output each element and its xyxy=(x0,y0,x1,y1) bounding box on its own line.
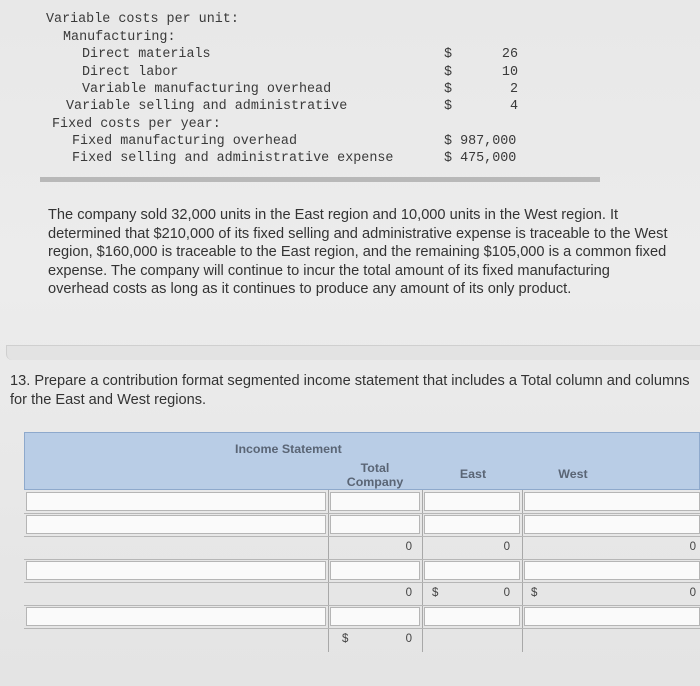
total-dollar-sign: $ xyxy=(432,587,439,599)
variable-selling-dollar: $ xyxy=(444,99,453,114)
total-input[interactable] xyxy=(330,515,420,534)
row-label-input[interactable] xyxy=(26,515,326,534)
table-row xyxy=(24,582,700,606)
row-label-input[interactable] xyxy=(26,492,326,511)
direct-materials-label: Direct materials xyxy=(82,47,211,62)
total-value: 0 xyxy=(405,633,412,645)
west-value: 0 xyxy=(689,587,696,599)
fixed-costs-heading: Fixed costs per year: xyxy=(52,117,221,132)
variable-costs-heading: Variable costs per unit: xyxy=(46,12,239,27)
problem-paragraph: The company sold 32,000 units in the East region and 10,000 units in the West region. It determined that $210,000 of its fixed selling and administrative expense is traceable to the West region, $160,000 is traceable to the East region, and the remaining $105,000 is a common fixed expense. The company will continue to incur the total amount of its fixed manufacturing overhead costs as long as it continues to produce any amount of its only product. xyxy=(48,207,668,298)
variable-mfg-overhead-label: Variable manufacturing overhead xyxy=(82,82,332,97)
fixed-mfg-overhead-label: Fixed manufacturing overhead xyxy=(72,134,297,149)
east-input[interactable] xyxy=(424,561,520,580)
divider xyxy=(40,177,600,182)
cost-data-block xyxy=(28,0,588,178)
direct-materials-dollar: $ xyxy=(444,47,453,62)
income-statement-title: Income Statement xyxy=(235,442,342,456)
row-label-input[interactable] xyxy=(26,561,326,580)
west-input[interactable] xyxy=(524,492,700,511)
direct-labor-label: Direct labor xyxy=(82,65,179,80)
col-header-total: Total Company xyxy=(346,461,404,489)
variable-selling-value: 4 xyxy=(509,99,518,114)
fixed-mfg-overhead-value: $ 987,000 xyxy=(444,134,517,149)
variable-selling-label: Variable selling and administrative xyxy=(66,99,348,114)
west-input[interactable] xyxy=(524,561,700,580)
west-input[interactable] xyxy=(524,607,700,626)
west-input[interactable] xyxy=(524,515,700,534)
east-input[interactable] xyxy=(424,515,520,534)
manufacturing-heading: Manufacturing: xyxy=(63,30,176,45)
east-value: 0 xyxy=(503,541,510,553)
col-header-west: West xyxy=(558,467,588,481)
fixed-selling-label: Fixed selling and administrative expense xyxy=(72,151,394,166)
total-input[interactable] xyxy=(330,561,420,580)
table-row xyxy=(24,490,700,514)
east-input[interactable] xyxy=(424,607,520,626)
table-header xyxy=(24,432,700,490)
total-dollar-sign: $ xyxy=(342,633,349,645)
table-row xyxy=(24,513,700,537)
east-dollar-sign: $ xyxy=(531,587,538,599)
east-value: 0 xyxy=(503,587,510,599)
row-label-input[interactable] xyxy=(26,607,326,626)
direct-labor-value: 10 xyxy=(501,65,518,80)
total-value: 0 xyxy=(405,541,412,553)
variable-mfg-overhead-value: 2 xyxy=(509,82,518,97)
east-input[interactable] xyxy=(424,492,520,511)
direct-materials-value: 26 xyxy=(501,47,518,62)
west-value: 0 xyxy=(689,541,696,553)
table-row xyxy=(24,605,700,629)
total-value: 0 xyxy=(405,587,412,599)
variable-mfg-overhead-dollar: $ xyxy=(444,82,453,97)
section-divider xyxy=(6,345,700,360)
col-header-east: East xyxy=(459,467,487,481)
fixed-selling-value: $ 475,000 xyxy=(444,151,517,166)
question-text: 13. Prepare a contribution format segmented income statement that includes a Total column and columns for the East and West regions. xyxy=(10,373,690,408)
table-row xyxy=(24,628,700,651)
income-statement-table xyxy=(24,432,700,652)
table-row xyxy=(24,536,700,560)
table-row xyxy=(24,559,700,583)
total-input[interactable] xyxy=(330,607,420,626)
total-input[interactable] xyxy=(330,492,420,511)
direct-labor-dollar: $ xyxy=(444,65,453,80)
